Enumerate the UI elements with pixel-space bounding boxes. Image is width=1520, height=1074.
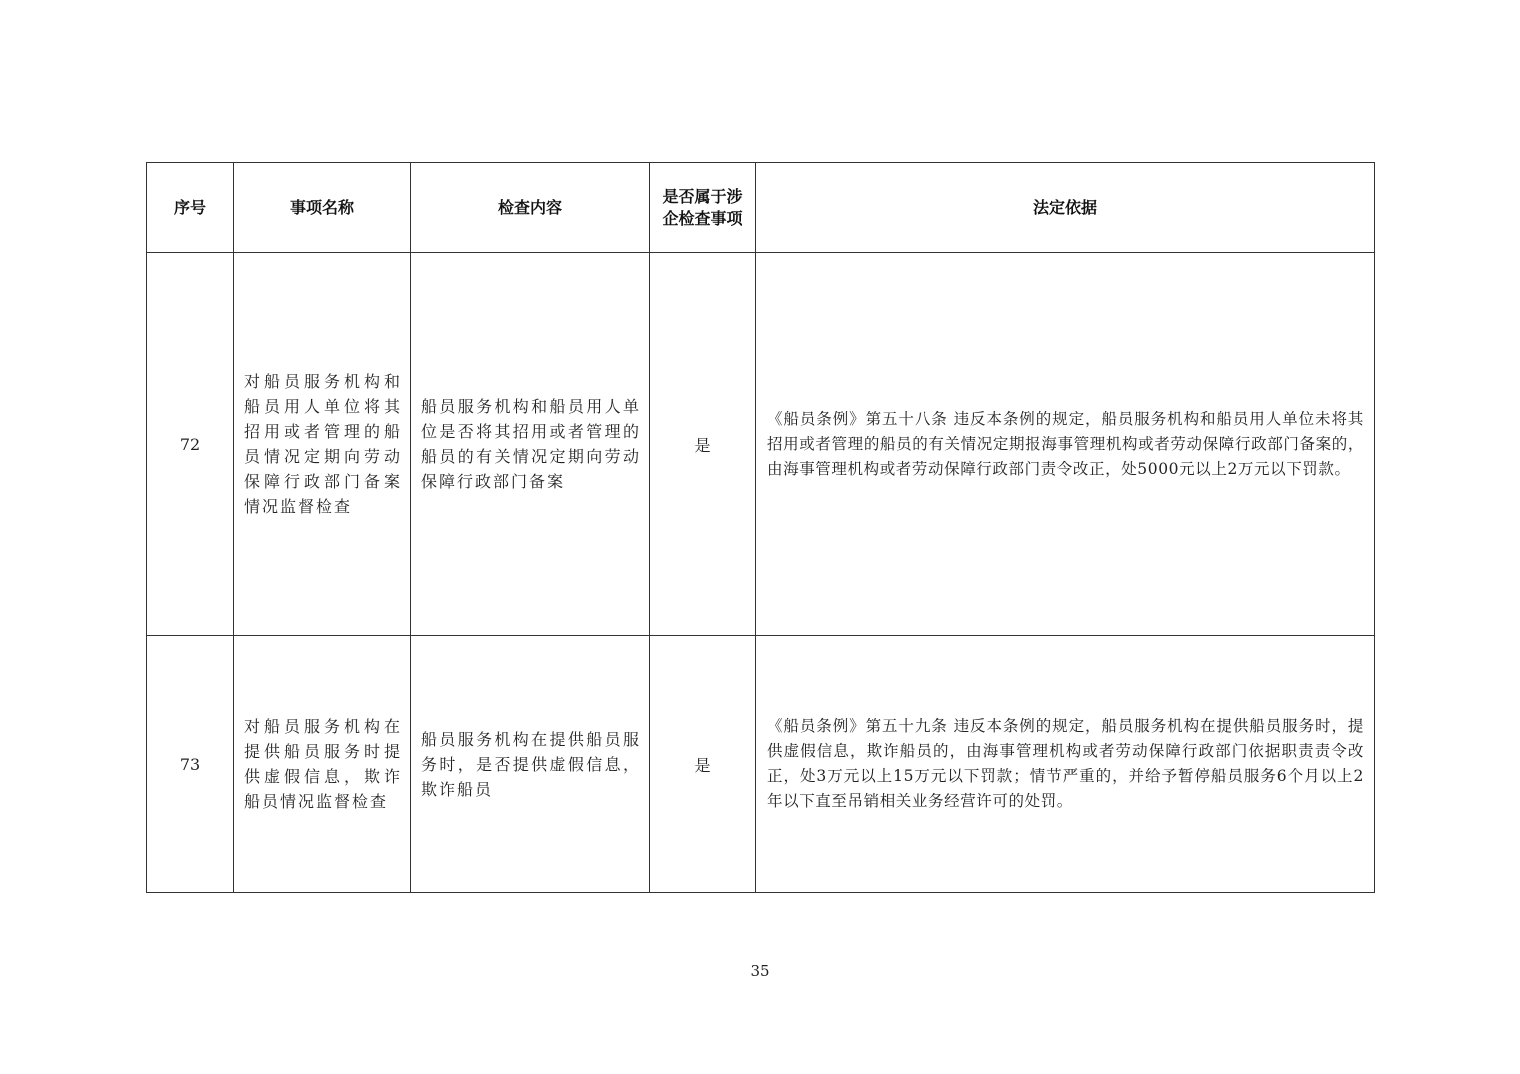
row-index: 72 bbox=[147, 253, 234, 636]
header-inspection-content: 检查内容 bbox=[411, 163, 650, 253]
row-inspection-content: 船员服务机构和船员用人单位是否将其招用或者管理的船员的有关情况定期向劳动保障行政部门备案 bbox=[411, 253, 650, 636]
header-legal-basis: 法定依据 bbox=[756, 163, 1375, 253]
row-enterprise-related: 是 bbox=[650, 636, 756, 893]
row-legal-basis: 《船员条例》第五十九条 违反本条例的规定，船员服务机构在提供船员服务时，提供虚假信息，欺诈船员的，由海事管理机构或者劳动保障行政部门依据职责责令改正，处3万元以上15万元以下罚款；情节严重的，并给予暂停船员服务6个月以上2年以下直至吊销相关业务经营许可的处罚。 bbox=[756, 636, 1375, 893]
table-row bbox=[147, 636, 1375, 893]
table-row bbox=[147, 253, 1375, 636]
header-item-name: 事项名称 bbox=[234, 163, 411, 253]
row-legal-basis: 《船员条例》第五十八条 违反本条例的规定，船员服务机构和船员用人单位未将其招用或者管理的船员的有关情况定期报海事管理机构或者劳动保障行政部门备案的，由海事管理机构或者劳动保障行政部门责令改正，处5000元以上2万元以下罚款。 bbox=[756, 253, 1375, 636]
row-inspection-content: 船员服务机构在提供船员服务时，是否提供虚假信息，欺诈船员 bbox=[411, 636, 650, 893]
page-number: 35 bbox=[750, 962, 770, 980]
row-index: 73 bbox=[147, 636, 234, 893]
header-index: 序号 bbox=[147, 163, 234, 253]
table-header-row bbox=[147, 163, 1375, 253]
inspection-items-table bbox=[146, 162, 1375, 893]
header-enterprise-related-label: 是否属于涉企检查事项 bbox=[662, 186, 743, 228]
header-enterprise-related bbox=[650, 163, 756, 253]
row-item-name: 对船员服务机构和船员用人单位将其招用或者管理的船员情况定期向劳动保障行政部门备案情况监督检查 bbox=[234, 253, 411, 636]
row-enterprise-related: 是 bbox=[650, 253, 756, 636]
row-item-name: 对船员服务机构在提供船员服务时提供虚假信息，欺诈船员情况监督检查 bbox=[234, 636, 411, 893]
